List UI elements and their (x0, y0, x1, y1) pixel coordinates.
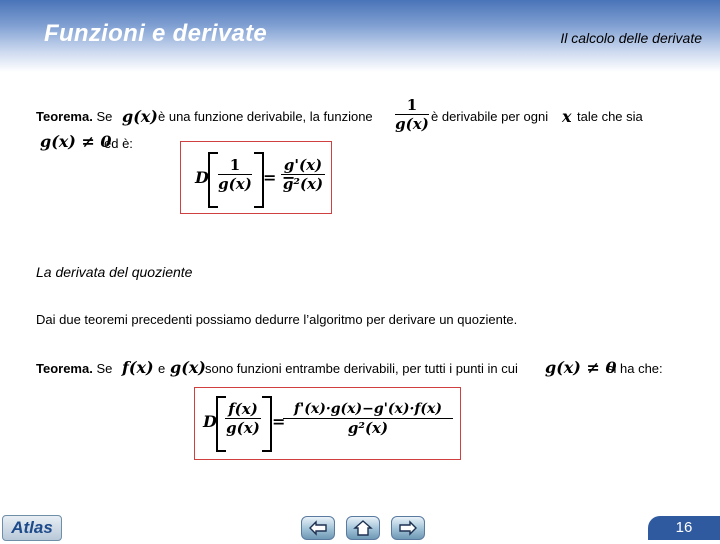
theorem2-math-condition: g(x) ≠ 0 (545, 358, 617, 377)
theorem1-math-g: g(x) (122, 107, 158, 126)
home-icon (347, 517, 379, 539)
formula2-rhs-den: g²(x) (347, 419, 389, 437)
formula2-rhs-num: f'(x)·g(x)−g'(x)·f(x) (293, 401, 443, 417)
section-title: La derivata del quoziente (36, 264, 193, 280)
formula1-equals: = − (263, 168, 296, 187)
theorem1-se: Se (96, 109, 113, 124)
reciprocal-derivative-formula (180, 141, 332, 214)
left-bracket (208, 152, 218, 208)
theorem1-math-condition: g(x) ≠ 0 (40, 132, 112, 151)
formula1-lhs-fraction (218, 157, 252, 193)
right-bracket (262, 396, 272, 452)
theorem2-label: Teorema. (36, 361, 93, 376)
formula1-operator-d: D (195, 168, 209, 187)
theorem2-text-start (36, 361, 112, 376)
theorem2-text-4: si ha che: (607, 361, 663, 376)
page-subtitle: Il calcolo delle derivate (560, 30, 702, 46)
page-number-badge: 16 (648, 516, 720, 540)
formula1-lhs-den: g(x) (218, 175, 252, 193)
theorem2-text-e: e (158, 361, 166, 376)
theorem2-math-f: f(x) (122, 358, 154, 377)
quotient-derivative-formula (194, 387, 461, 460)
theorem2-se: Se (96, 361, 113, 376)
header-bar (0, 0, 720, 72)
theorem1-reciprocal-den: g(x) (395, 115, 429, 133)
intro-text: Dai due teoremi precedenti possiamo dedurre l’algoritmo per derivare un quoziente. (36, 312, 518, 327)
formula2-operator-d: D (203, 412, 217, 431)
formula2-rhs-fraction (283, 401, 453, 437)
atlas-logo: Atlas (2, 515, 62, 541)
arrow-right-icon (392, 517, 424, 539)
theorem1-label: Teorema. (36, 109, 93, 124)
theorem1-text-4: tale che sia (577, 109, 643, 124)
theorem1-text-5: ed è: (104, 136, 133, 151)
theorem1-text-start (36, 109, 112, 124)
formula2-lhs-den: g(x) (226, 419, 260, 437)
previous-slide-button[interactable] (301, 516, 335, 540)
formula1-lhs-num: 1 (229, 156, 241, 174)
arrow-left-icon (302, 517, 334, 539)
formula2-equals: = (272, 412, 286, 431)
page-title: Funzioni e derivate (44, 20, 268, 47)
theorem1-math-x: x (562, 107, 572, 126)
theorem1-text-3: è derivabile per ogni (431, 109, 549, 124)
formula1-rhs-den: g²(x) (282, 175, 324, 193)
theorem1-text-2: è una funzione derivabile, la funzione (158, 109, 373, 124)
theorem1-math-reciprocal (395, 97, 429, 133)
formula1-rhs-fraction (281, 157, 325, 193)
theorem1-reciprocal-num: 1 (406, 96, 418, 114)
theorem2-math-g: g(x) (170, 358, 206, 377)
theorem2-text-3: sono funzioni entrambe derivabili, per tutti i punti in cui (205, 361, 518, 376)
formula2-lhs-num: f(x) (228, 400, 258, 418)
home-button[interactable] (346, 516, 380, 540)
formula2-lhs-fraction (225, 401, 261, 437)
formula1-rhs-num: g'(x) (283, 156, 323, 174)
next-slide-button[interactable] (391, 516, 425, 540)
